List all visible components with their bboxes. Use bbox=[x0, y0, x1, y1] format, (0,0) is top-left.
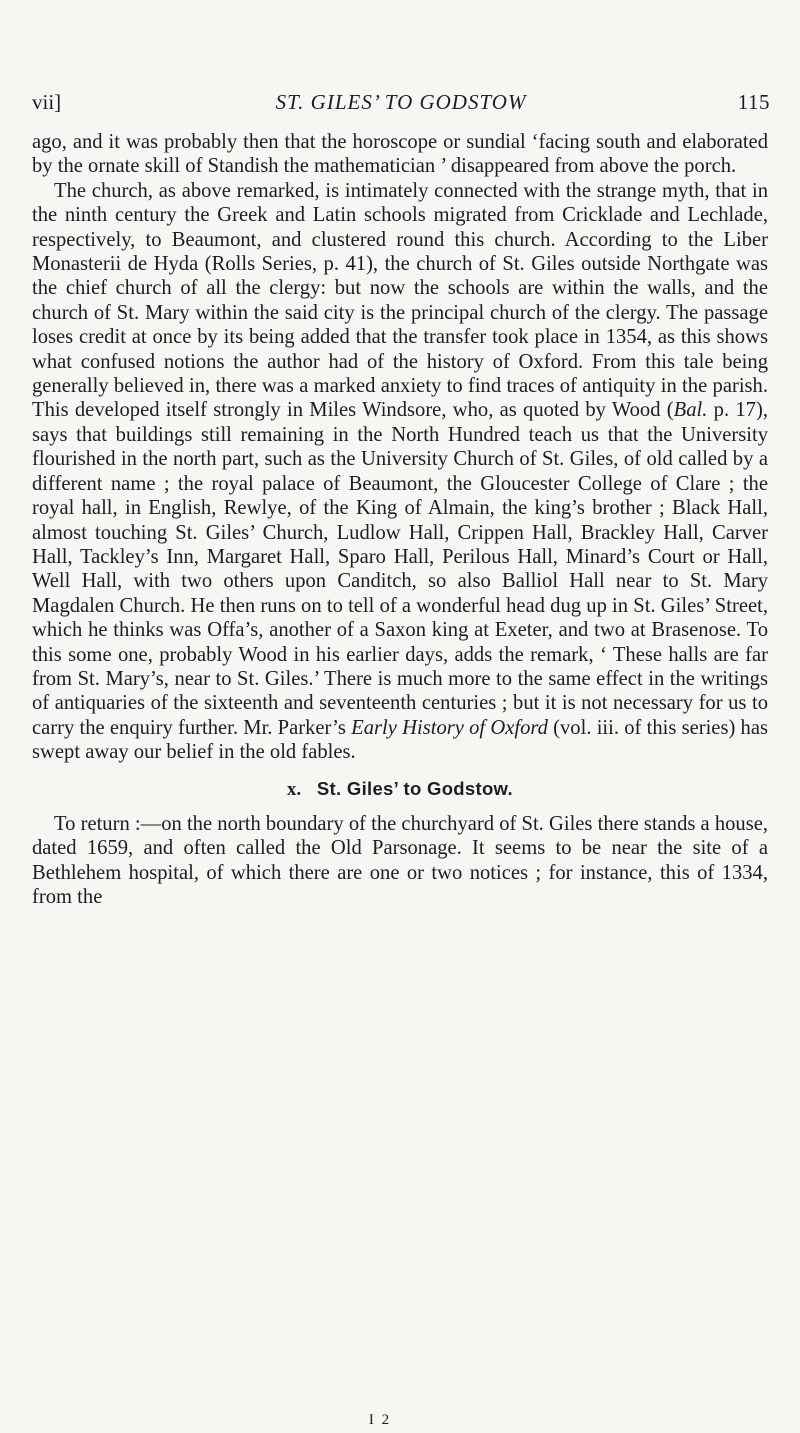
section-title: St. Giles’ to Godstow. bbox=[316, 777, 513, 799]
body-text bbox=[32, 130, 768, 910]
signature-mark: I 2 bbox=[368, 1412, 392, 1428]
paragraph-3: To return :—on the north boundary of the churchyard of St. Giles there stands a house, dated 1659, and often called the Old Parsonage. It seems to be near the site of a Bethlehem hospital, of which there are one or two notices ; for instance, this of 1334, from the bbox=[32, 812, 769, 909]
section-number: x. bbox=[286, 779, 302, 800]
paragraph-2-part-b: p. 17), says that buildings still remaining in the North Hundred teach us that the University flourished in the north part, such as the University Church of St. Giles, of old called by a different name ; the royal palace of Beaumont, the Gloucester College of Clare ; the royal hall, in English, Rewlye, of the King of Almain, the king’s brother ; Black Hall, almost touching St. Giles’ Church, Ludlow Hall, Crippen Hall, Brackley Hall, Carver Hall, Tackley’s Inn, Margaret Hall, Sparo Hall, Perilous Hall, Minard’s Court or Hall, Well Hall, with two others upon Canditch, so also Balliol Hall near to St. Mary Magdalen Church. He then runs on to tell of a wonderful head dug up in St. Giles’ Street, which he thinks was Offa’s, another of a Saxon king at Exeter, and two at Brasenose. To this some one, probably Wood in his earlier days, adds the remark, ‘ These halls are far from St. Mary’s, near to St. Giles.’ There is much more to the same effect in the writings of antiquaries of the sixteenth and seventeenth centuries ; but it is not necessary for us to carry the enquiry further. Mr. Parker’s bbox=[32, 399, 768, 739]
citation-bal: Bal. bbox=[673, 399, 708, 422]
paragraph-1: ago, and it was probably then that the horoscope or sundial ‘facing south and elaborated by the ornate skill of Standish the mathematician ’ disappeared from above the porch. bbox=[32, 131, 768, 178]
chapter-marker: vii] bbox=[32, 90, 62, 114]
paragraph-2-part-c: (vol. iii. of this series) has swept away our belief in the old fables. bbox=[32, 716, 768, 764]
book-title-early-history: Early History of Oxford bbox=[351, 716, 548, 739]
paragraph-2-part-a: The church, as above remarked, is intimately connected with the strange myth, that in the ninth century the Greek and Latin schools migrated from Cricklade and Lechlade, respectively, to Beaumont, and clustered round this church. According to the Liber Monasterii de Hyda (Rolls Series, p. 41), the church of St. Giles outside Northgate was the chief church of all the clergy: but now the schools are within the walls, and the church of St. Mary within the said city is the principal church of the clergy. The passage loses credit at once by its being added that the transfer took place in 1354, as this shows what confused notions the author had of the history of Oxford. From this tale being generally believed in, there was a marked anxiety to find traces of antiquity in the parish. This developed itself strongly in Miles Windsore, who, as quoted by Wood ( bbox=[32, 179, 768, 422]
page-header bbox=[32, 90, 770, 124]
running-title: ST. GILES’ TO GODSTOW bbox=[275, 90, 527, 114]
section-heading bbox=[32, 777, 768, 802]
page-number: 115 bbox=[737, 90, 770, 114]
paragraph-2 bbox=[32, 179, 768, 765]
